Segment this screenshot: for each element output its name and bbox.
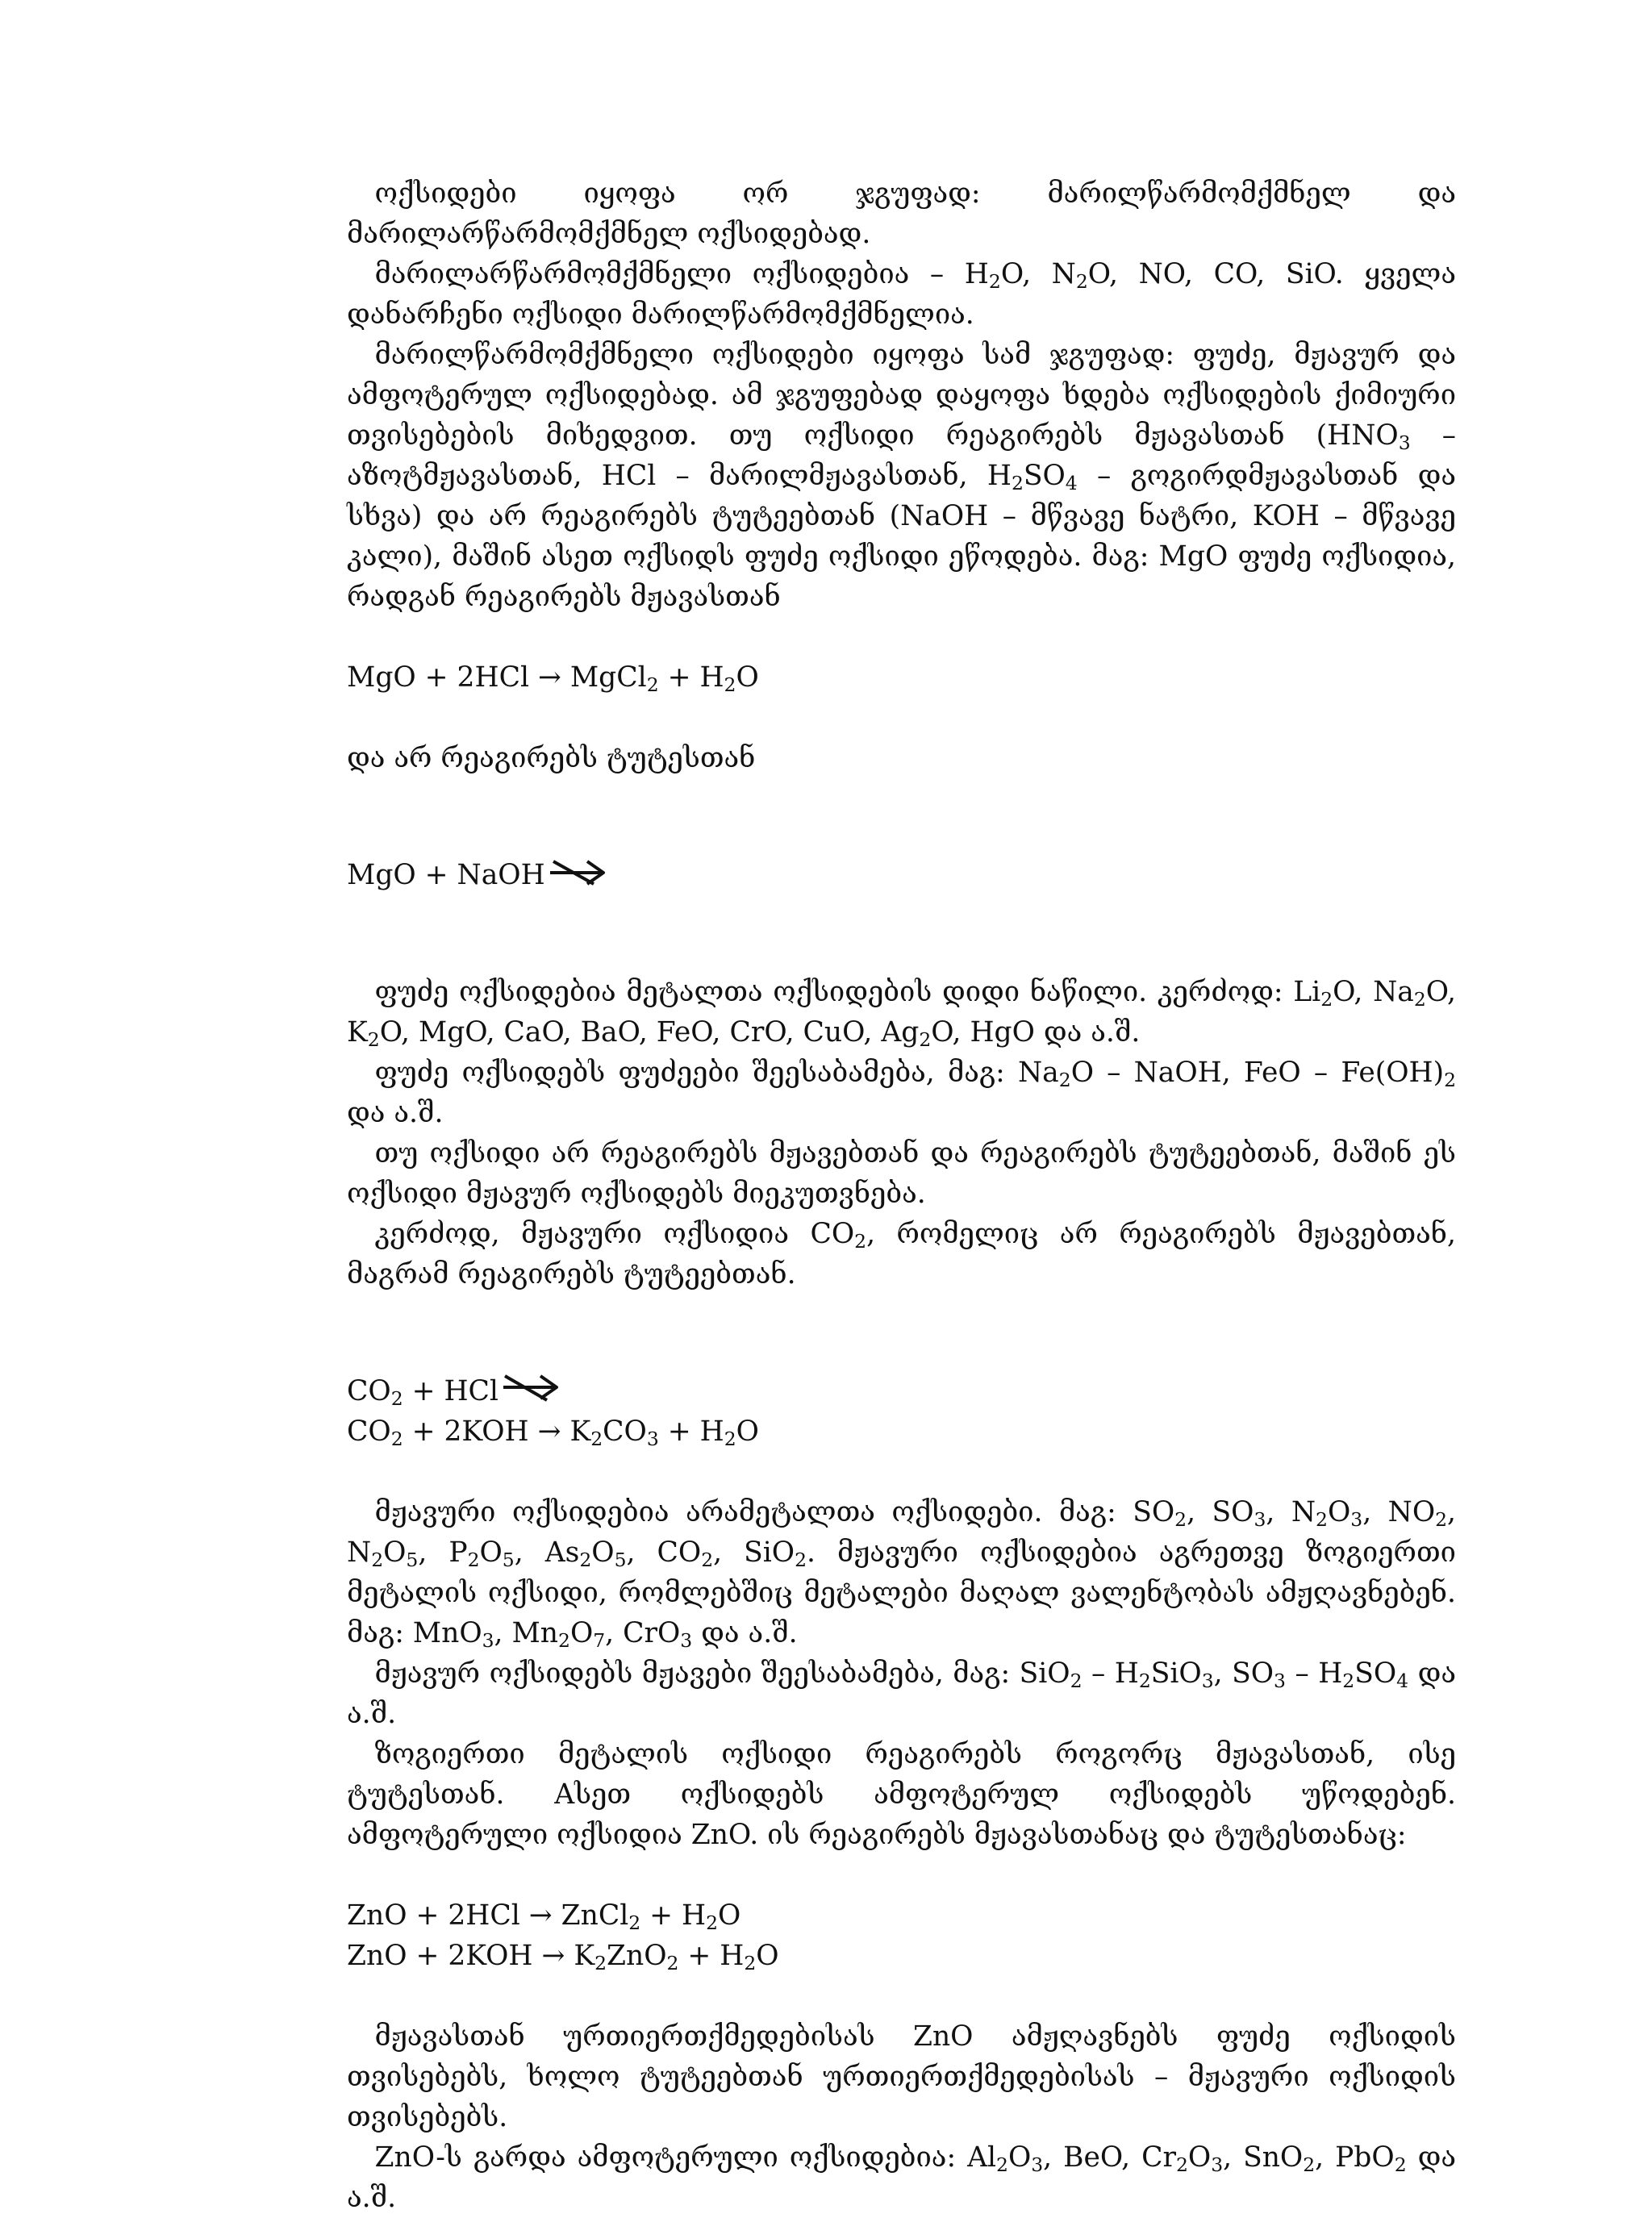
document-page (347, 173, 1456, 2218)
equation-mgo-naoh: MgO + NaOH (347, 855, 1456, 895)
crossed-arrow-icon (502, 1373, 560, 1405)
equation-mgo-hcl: MgO + 2HCl → MgCl$_2$ + $H_2O$ (347, 661, 759, 696)
paragraph-acidic-oxides-list: მჟავური ოქსიდებია არამეტალთა ოქსიდები. მაგ: $SO_2$, $SO_3$, $N_2O_3$, $NO_2$, $N_2O_5$, $P_2O_5$, $As_2O_5$, $CO_2$, SiO$_2$. მჟავური ოქსიდებია აგრეთვე ზოგიერთი მეტალის ოქსიდი, რომლებშიც მეტალები მაღალ ვალენტობას ამჟღავნებენ. მაგ: MnO$_3$, $Mn_2O_7$, CrO$_3$ და ა.შ. (347, 1496, 1457, 1652)
paragraph-acidic-definition: თუ ოქსიდი არ რეაგირებს მჟავებთან და რეაგირებს ტუტეებთან, მაშინ ეს ოქსიდი მჟავურ ოქსიდებს მიეკუთვნება. (347, 1137, 1456, 1210)
paragraph-non-salt-forming: მარილარწარმომქმნელი ოქსიდებია – $H_2O$, $N_2O$, NO, CO, SiO. ყველა დანარჩენი ოქსიდი მარილწარმომქმნელია. (347, 258, 1456, 331)
equation-zno-koh: ZnO + $2KOH \to K_2ZnO_2 + H_2O$ (347, 1940, 779, 1974)
paragraph-amphoteric-definition: ზოგიერთი მეტალის ოქსიდი რეაგირებს როგორც მჟავასთან, ისე ტუტესთან. Aსეთ ოქსიდებს ამფოტერულ ოქსიდებს უწოდებენ. ამფოტერული ოქსიდია ZnO. ის რეაგირებს მჟავასთანაც და ტუტესთანაც: (347, 1738, 1456, 1851)
equation-co2-hcl: $CO_2$ + HCl (347, 1371, 1456, 1411)
paragraph-acids-correspond: მჟავურ ოქსიდებს მჟავები შეესაბამება, მაგ: $SiO_2 - H_2SiO_3$, $SO_3 - H_2SO_4$ და ა.შ. (347, 1657, 1456, 1730)
paragraph-amphoteric-list: ZnO-ს გარდა ამფოტერული ოქსიდებია: $Al_2O_3$, BeO, $Cr_2O_3$, SnO$_2$, PbO$_2$ და ა.შ. (347, 2141, 1456, 2214)
paragraph-basic-oxides: ფუძე ოქსიდებია მეტალთა ოქსიდების დიდი ნაწილი. კერძოდ: $Li_2O$, $Na_2O$, $K_2O$, MgO, CaO, BaO, FeO, CrO, CuO, $Ag_2O$, HgO და ა.შ. (347, 976, 1457, 1051)
equation-co2-koh: $CO_2 + 2KOH \to K_2CO_3 + H_2O$ (347, 1415, 759, 1450)
paragraph-no-base-reaction: და არ რეაგირებს ტუტესთან (347, 742, 756, 774)
paragraph-salt-forming-types: მარილწარმომქმნელი ოქსიდები იყოფა სამ ჯგუფად: ფუძე, მჟავურ და ამფოტერულ ოქსიდებად. ამ ჯგუფებად დაყოფა ხდება ოქსიდების ქიმიური თვისებების მიხედვით. თუ ოქსიდი რეაგირებს მჟავასთან ($HNO_3$ – აზოტმჟავასთან, HCl – მარილმჟავასთან, $H_2SO_4$ – გოგირდმჟავასთან და სხვა) და არ რეაგირებს ტუტეებთან (NaOH – მწვავე ნატრი, KOH – მწვავე კალი), მაშინ ასეთ ოქსიდს ფუძე ოქსიდი ეწოდება. მაგ: MgO ფუძე ოქსიდია, რადგან რეაგირებს მჟავასთან (347, 339, 1456, 613)
paragraph-bases-correspond: ფუძე ოქსიდებს ფუძეები შეესაბამება, მაგ: $Na_2O$ – NaOH, FeO – $Fe(OH)_2$ და ა.შ. (347, 1057, 1456, 1129)
paragraph-co2-example: კერძოდ, მჟავური ოქსიდია $CO_2$, რომელიც არ რეაგირებს მჟავებთან, მაგრამ რეაგირებს ტუტეებთან. (347, 1218, 1456, 1290)
crossed-arrow-icon (549, 857, 607, 889)
paragraph-zno-properties: მჟავასთან ურთიერთქმედებისას ZnO ამჟღავნებს ფუძე ოქსიდის თვისებებს, ხოლო ტუტეებთან ურთიერთქმედებისას – მჟავური ოქსიდის თვისებებს. (347, 2020, 1456, 2133)
paragraph-oxide-groups: ოქსიდები იყოფა ორ ჯგუფად: მარილწარმომქმნელ და მარილარწარმომქმნელ ოქსიდებად. (347, 177, 1456, 250)
equation-zno-hcl: ZnO + 2HCl → ZnCl$_2$ + $H_2O$ (347, 1899, 741, 1934)
